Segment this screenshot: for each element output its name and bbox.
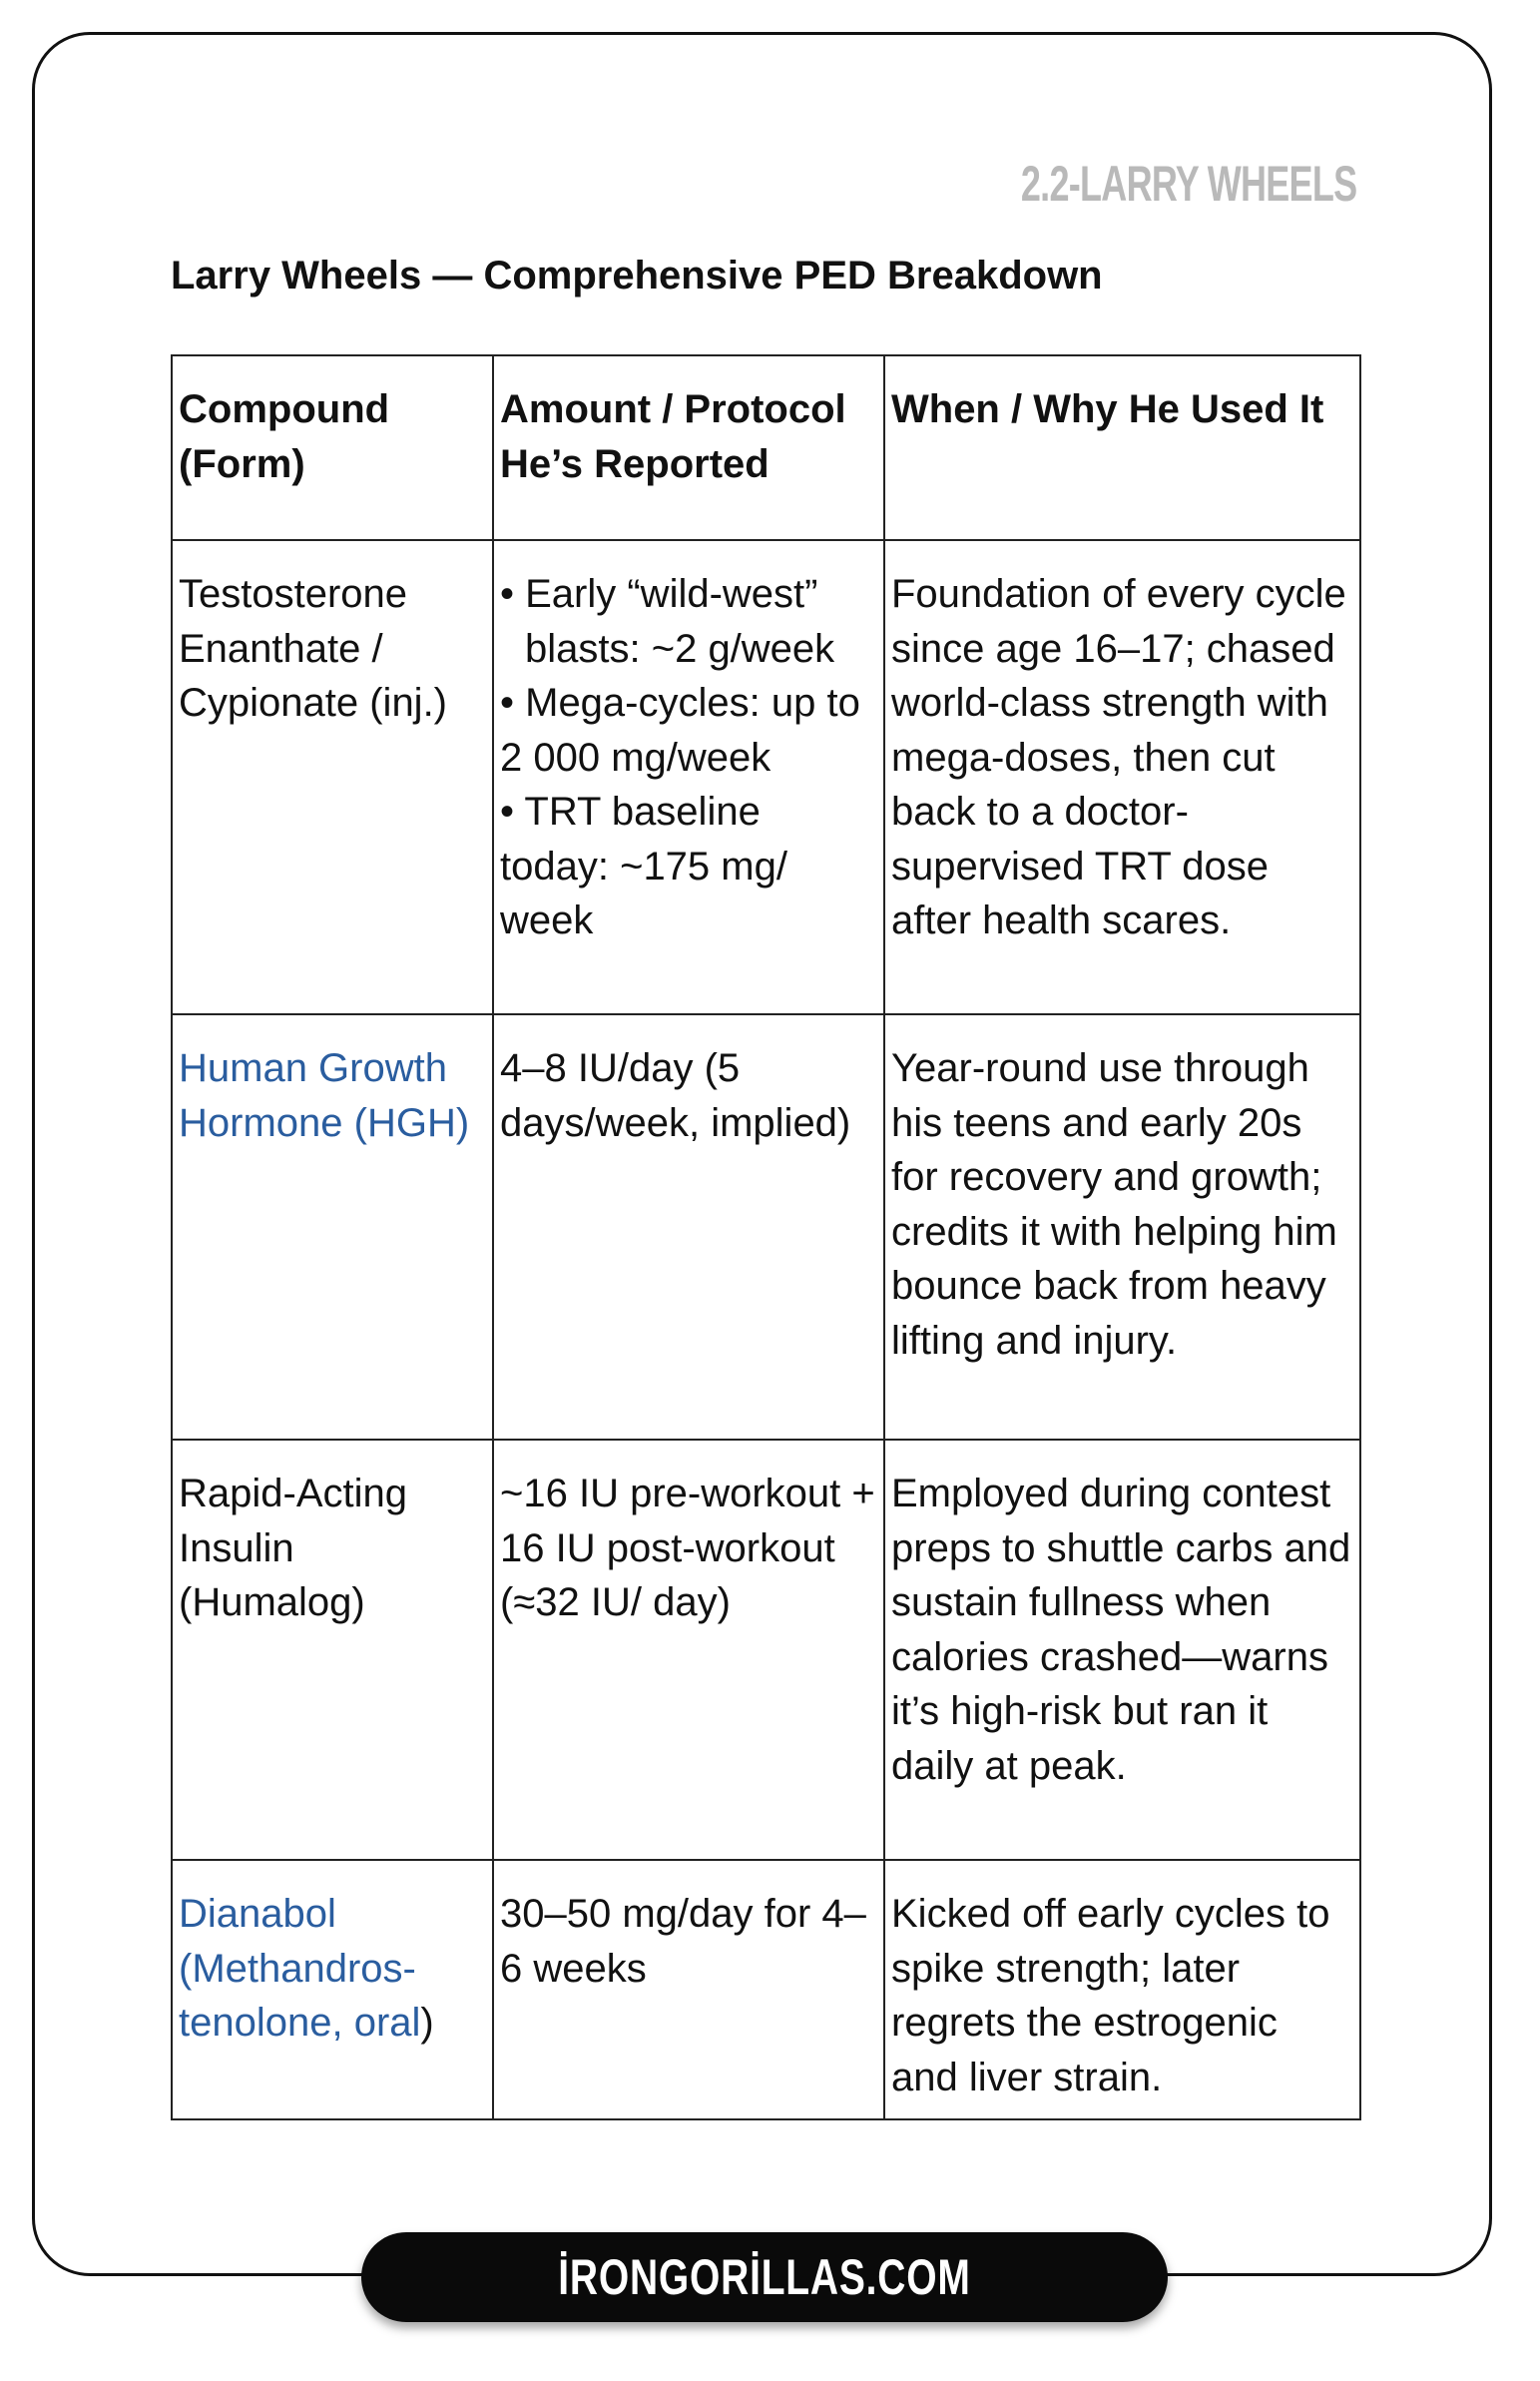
ped-table [171, 354, 1361, 2120]
compound-cell [172, 1860, 493, 2119]
amount-cell: 30–50 mg/day for 4–6 weeks [493, 1860, 884, 2119]
reason-cell: Kicked off early cycles to spike strength; later regrets the estrogenic and liver strain. [884, 1860, 1360, 2119]
header-amount: Amount / Protocol He’s Reported [493, 355, 884, 540]
reason-cell: Employed during contest preps to shuttle carbs and sustain fullness when calories crashed—warns it’s high-risk but ran it daily at peak. [884, 1440, 1360, 1860]
amount-line: • Mega-cycles: up to 2 000 mg/week [500, 681, 860, 780]
amount-cell [493, 540, 884, 1014]
amount-line: blasts: ~2 g/week [525, 626, 835, 671]
amount-cell: 4–8 IU/day (5 days/week, implied) [493, 1014, 884, 1440]
compound-cell: Testosterone Enanthate / Cypionate (inj.) [172, 540, 493, 1014]
amount-line: • Early “wild-west” [500, 572, 818, 616]
table-row [172, 540, 1360, 1014]
amount-cell: ~16 IU pre-workout + 16 IU post-workout (≈32 IU/ day) [493, 1440, 884, 1860]
footer-site-text: İRONGORİLLAS.COM [558, 2249, 971, 2305]
table-row [172, 1014, 1360, 1440]
footer-site-badge[interactable] [361, 2232, 1168, 2322]
header-when-why: When / Why He Used It [884, 355, 1360, 540]
compound-link[interactable]: Human Growth Hormone (HGH) [172, 1014, 493, 1440]
table-row [172, 1440, 1360, 1860]
compound-link[interactable]: Dianabol (Methandros-tenolone, oral [179, 1892, 421, 2045]
table-header-row [172, 355, 1360, 540]
compound-cell: Rapid-Acting Insulin (Humalog) [172, 1440, 493, 1860]
reason-cell: Year-round use through his teens and early 20s for recovery and growth; credits it with helping him bounce back from heavy lifting and injury. [884, 1014, 1360, 1440]
page-title: Larry Wheels — Comprehensive PED Breakdown [171, 254, 1103, 298]
section-tag: 2.2-LARRY WHEELS [1020, 156, 1356, 212]
table-row [172, 1860, 1360, 2119]
compound-closing: ) [420, 2001, 434, 2045]
header-compound: Compound (Form) [172, 355, 493, 540]
reason-cell: Foundation of every cycle since age 16–17; chased world-class strength with mega-doses, then cut back to a doctor-supervised TRT dose after health scares. [884, 540, 1360, 1014]
amount-line: • TRT baseline today: ~175 mg/ week [500, 790, 787, 942]
